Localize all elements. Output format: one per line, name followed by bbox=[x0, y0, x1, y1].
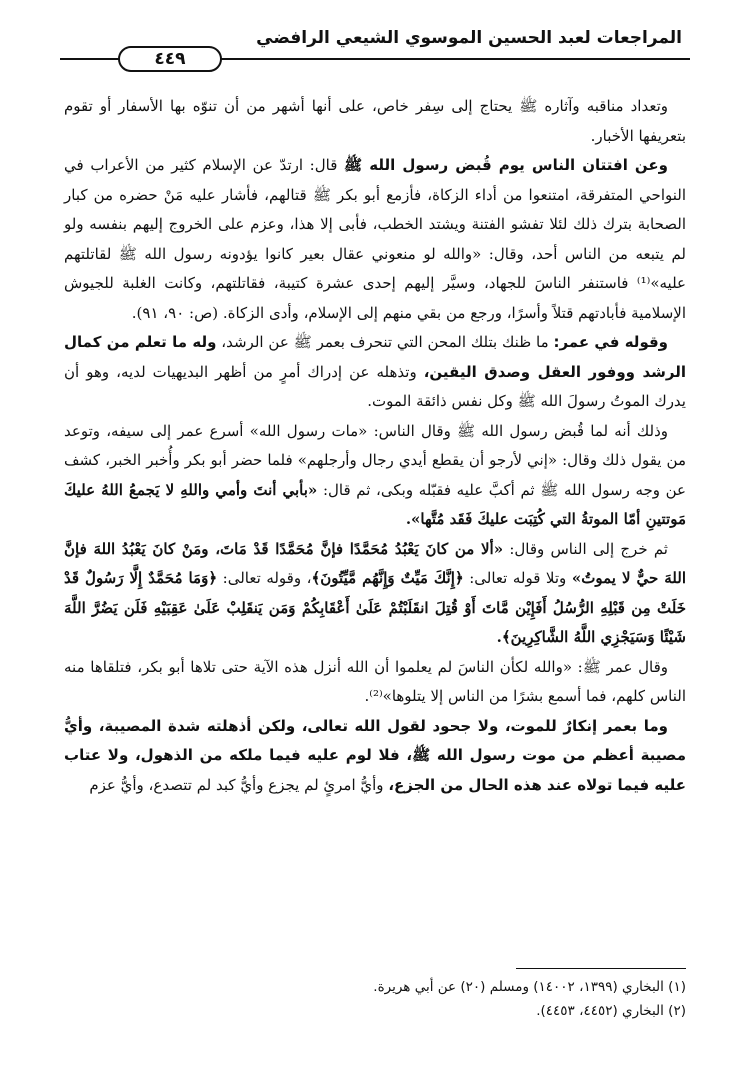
paragraph-5: ثم خرج إلى الناس وقال: «ألا من كانَ يَعْبُدُ مُحَمَّدًا فإنَّ مُحَمَّدًا قَدْ مَاتَ، ومَنْ كانَ يَعْبُدُ اللهَ فإنَّ اللهَ حيٌّ لا يموتُ» وتلا قوله تعالى: ﴿إِنَّكَ مَيِّتٌ وَإِنَّهُم مَّيِّتُونَ﴾، وقوله تعالى: ﴿وَمَا مُحَمَّدٌ إِلَّا رَسُولٌ قَدْ خَلَتْ مِن قَبْلِهِ الرُّسُلُ أَفَإِيْن مَّاتَ أَوْ قُتِلَ انقَلَبْتُمْ عَلَىٰ أَعْقَابِكُمْ وَمَن يَنقَلِبْ عَلَىٰ عَقِبَيْهِ فَلَن يَضُرَّ اللَّهَ شَيْئًا وَسَيَجْزِي اللَّهُ الشَّاكِرِينَ﴾. bbox=[64, 539, 687, 646]
paragraph-3-heading: وقوله في عمر: bbox=[553, 333, 668, 351]
quran-verse-2: ﴿وَمَا مُحَمَّدٌ إِلَّا رَسُولٌ قَدْ خَلَتْ مِن قَبْلِهِ الرُّسُلُ أَفَإِيْن مَّاتَ أَوْ قُتِلَ انقَلَبْتُمْ عَلَىٰ أَعْقَابِكُمْ وَمَن يَنقَلِبْ عَلَىٰ عَقِبَيْهِ فَلَن يَضُرَّ اللَّهَ شَيْئًا وَسَيَجْزِي اللَّهُ الشَّاكِرِينَ﴾. bbox=[64, 569, 686, 646]
page-header bbox=[60, 14, 690, 69]
footnote-2: (٢) البخاري (٤٤٥٢، ٤٤٥٣). bbox=[536, 1003, 686, 1019]
paragraph-2-heading: وعن افتتان الناس يوم قُبض رسول الله ﷺ bbox=[344, 156, 669, 174]
page-number: ٤٤٩ bbox=[118, 46, 222, 72]
paragraph-7-heading: وما بعمر إنكارٌ للموت، ولا جحود لقول الله تعالى، ولكن أذهلته شدة المصيبة، وأيُّ مصيبة أعظم من موت رسول الله ﷺ، فلا لوم عليه فيما ملكه من الذهول، ولا عتاب عليه فيما تولاه عند هذه الحال من الجزع، bbox=[64, 716, 686, 794]
paragraph-4: وذلك أنه لما قُبض رسول الله ﷺ وقال الناس: «مات رسول الله» أسرع عمر إلى سيفه، وتوعد من يقول ذلك وقال: «إني لأرجو أن يقطع أيدي رجال وأرجلهم» فلما حضر أبو بكر وأُخبر الخبر، كشف عن وجه رسول الله ﷺ ثم أكبَّ عليه فقبّله وبكى، ثم قال: «بأبي أنتَ وأمي واللهِ لا يَجمعُ اللهُ عليكَ مَوتتينِ أمّا الموتةُ التي كُتِبَت عليكَ فَقَد مُتَّها». bbox=[64, 421, 687, 528]
paragraph-3: وقوله في عمر: ما ظنك بتلك المحن التي تنحرف بعمر ﷺ عن الرشد، وله ما تعلم من كمال الرشد ووفور العقل وصدق اليقين، وتذهله عن إدراك أمرٍ من أظهر البديهيات لديه، وهو أن يدرك الموتُ رسولَ الله ﷺ وكل نفس ذائقة الموت. bbox=[64, 333, 686, 410]
quote-speech: «ألا من كانَ يَعْبُدُ مُحَمَّدًا فإنَّ مُحَمَّدًا قَدْ مَاتَ، ومَنْ كانَ يَعْبُدُ اللهَ فإنَّ اللهَ حيٌّ لا يموتُ» bbox=[64, 539, 687, 587]
footnotes bbox=[64, 968, 686, 1023]
paragraph-7: وما بعمر إنكارٌ للموت، ولا جحود لقول الله تعالى، ولكن أذهلته شدة المصيبة، وأيُّ مصيبة أعظم من موت رسول الله ﷺ، فلا لوم عليه فيما ملكه من الذهول، ولا عتاب عليه فيما تولاه عند هذه الحال من الجزع، وأيُّ امرئٍ لم يجزع وأيُّ كبد لم تتصدع، وأيُّ عزم bbox=[64, 716, 686, 794]
footnote-1: (١) البخاري (١٣٩٩، ١٤٠٠٢) ومسلم (٢٠) عن أبي هريرة. bbox=[373, 979, 686, 995]
page-body bbox=[64, 92, 686, 800]
paragraph-2: وعن افتتان الناس يوم قُبض رسول الله ﷺ قال: ارتدّ عن الإسلام كثير من الأعراب في النواحي المتفرقة، امتنعوا من أداء الزكاة، فأزمع أبو بكر ﷺ قتالهم، فأشار عليه مَنْ حضره من كبار الصحابة بترك ذلك لئلا تفشو الفتنة ويشتد الخطب، فأبى إلا هذا، وعزم على الخروج إليهم بنفسه ولو لم يتبعه من الناس أحد، وقال: «والله لو منعوني عقال بعير كانوا يؤدونه رسول الله ﷺ لقاتلتهم عليه»⁽¹⁾ فاستنفر الناسَ للجهاد، وسيَّر إليهم إحدى عشرة كتيبة، فقاتلتهم، وكانت الغلبة للجيوش الإسلامية فأبادتهم قتلاً وأسرًا، ورجع من بقي منهم إلى الإسلام، وأدى الزكاة. (ص: ٩٠، ٩١). bbox=[64, 156, 686, 322]
paragraph-6: وقال عمر ﷺ: «والله لكأن الناسَ لم يعلموا أن الله أنزل هذه الآية حتى تلاها أبو بكر، فتلقاها منه الناس كلهم، فما أسمع بشرًا من الناس إلا يتلوها»⁽²⁾. bbox=[64, 657, 686, 705]
paragraph-1: وتعداد مناقبه وآثاره ﷺ يحتاج إلى سِفر خاص، على أنها أشهر من أن تنوّه بها الأسفار أو تقوم بتعريفها الأخبار. bbox=[64, 97, 686, 145]
book-title: المراجعات لعبد الحسين الموسوي الشيعي الرافضي bbox=[256, 28, 682, 48]
footnote-rule bbox=[516, 968, 686, 969]
quran-verse-1: ﴿إِنَّكَ مَيِّتٌ وَإِنَّهُم مَّيِّتُونَ﴾ bbox=[311, 569, 464, 587]
quote-abu-bakr: «بأبي أنتَ وأمي واللهِ لا يَجمعُ اللهُ عليكَ مَوتتينِ أمّا الموتةُ التي كُتِبَت عليكَ فَقَد مُتَّها». bbox=[64, 480, 686, 528]
